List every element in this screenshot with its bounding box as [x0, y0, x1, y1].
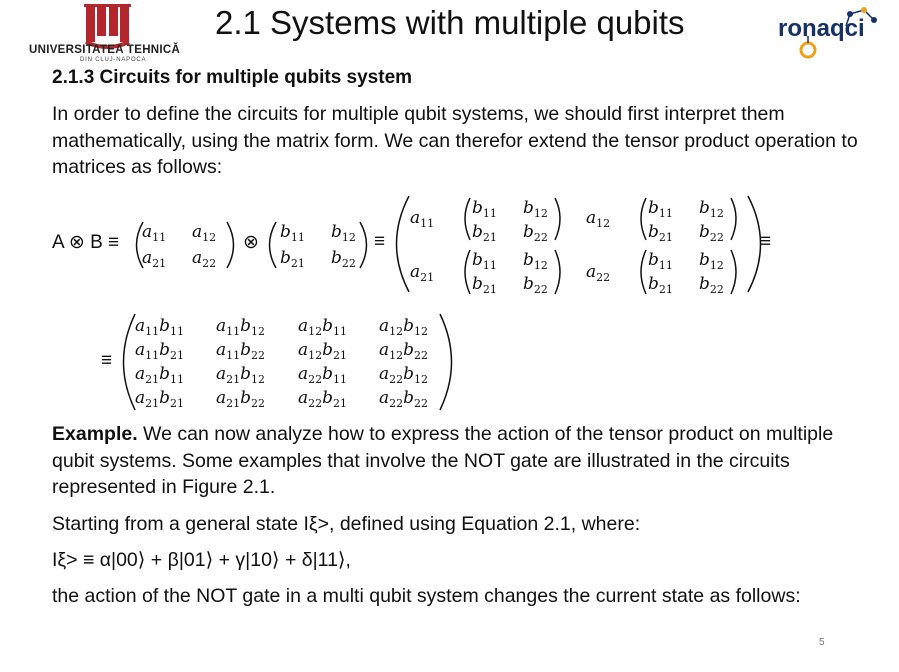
result-r1c4: $a_{12}b_{12}$: [379, 316, 429, 338]
block-a12: $a_{12}$: [586, 208, 611, 230]
result-r4c4: $a_{22}b_{22}$: [379, 388, 429, 410]
example-label: Example.: [52, 423, 138, 445]
block4-b21: $b_{21}$: [648, 274, 673, 296]
result-r4c3: $a_{22}b_{21}$: [298, 388, 348, 410]
section-subtitle: 2.1.3 Circuits for multiple qubits system: [52, 67, 413, 88]
block1-b22: $b_{22}$: [523, 222, 548, 244]
matrix-a-22: $a_{22}$: [192, 248, 217, 270]
result-r3c2: $a_{21}b_{12}$: [216, 364, 266, 386]
block4-b12: $b_{12}$: [699, 250, 724, 272]
block4-b22: $b_{22}$: [699, 274, 724, 296]
result-r3c1: $a_{21}b_{11}$: [135, 364, 185, 386]
result-r4c2: $a_{21}b_{22}$: [216, 388, 266, 410]
tensor-symbol: ⊗: [243, 232, 259, 253]
block3-b21: $b_{21}$: [472, 274, 497, 296]
matrix-b-21: $b_{21}$: [280, 248, 305, 270]
matrix-a-11: $a_{11}$: [142, 222, 167, 244]
block2-b22: $b_{22}$: [699, 222, 724, 244]
block3-b22: $b_{22}$: [523, 274, 548, 296]
result-r1c2: $a_{11}b_{12}$: [216, 316, 266, 338]
state-intro-paragraph: Starting from a general state Iξ>, defined using Equation 2.1, where:: [52, 513, 641, 535]
block-a22: $a_{22}$: [586, 262, 611, 284]
equiv-symbol-2: ≡: [760, 231, 772, 252]
equiv-symbol-3: ≡: [101, 350, 113, 371]
matrix-a-12: $a_{12}$: [192, 222, 217, 244]
block2-b11: $b_{11}$: [648, 198, 673, 220]
ronaqci-wordmark: ronaqci: [778, 15, 865, 42]
matrix-b-22: $b_{22}$: [331, 248, 356, 270]
university-city: DIN CLUJ-NAPOCA: [80, 57, 147, 63]
block3-b11: $b_{11}$: [472, 250, 497, 272]
result-r2c2: $a_{11}b_{22}$: [216, 340, 266, 362]
slide-title: 2.1 Systems with multiple qubits: [215, 4, 685, 41]
result-r3c3: $a_{22}b_{11}$: [298, 364, 348, 386]
block1-b11: $b_{11}$: [472, 198, 497, 220]
example-paragraph: [52, 421, 872, 501]
equiv-symbol-1: ≡: [374, 231, 386, 252]
state-equation: Iξ> ≡ α|00⟩ + β|01⟩ + γ|10⟩ + δ|11⟩,: [52, 549, 351, 571]
result-r3c4: $a_{22}b_{12}$: [379, 364, 429, 386]
block1-b21: $b_{21}$: [472, 222, 497, 244]
not-gate-paragraph: the action of the NOT gate in a multi qubit system changes the current state as follows:: [52, 585, 801, 607]
result-r1c1: $a_{11}b_{11}$: [135, 316, 185, 338]
equation-lhs: A ⊗ B ≡: [52, 232, 120, 253]
block1-b12: $b_{12}$: [523, 198, 548, 220]
block2-b21: $b_{21}$: [648, 222, 673, 244]
university-name: UNIVERSITATEA TEHNICĂ: [29, 44, 181, 56]
matrix-b-12: $b_{12}$: [331, 222, 356, 244]
result-r1c3: $a_{12}b_{11}$: [298, 316, 348, 338]
block3-b12: $b_{12}$: [523, 250, 548, 272]
result-r2c1: $a_{11}b_{21}$: [135, 340, 185, 362]
block-a11: $a_{11}$: [410, 208, 435, 230]
result-r2c4: $a_{12}b_{22}$: [379, 340, 429, 362]
block4-b11: $b_{11}$: [648, 250, 673, 272]
result-r2c3: $a_{12}b_{21}$: [298, 340, 348, 362]
block-a21: $a_{21}$: [410, 262, 435, 284]
result-r4c1: $a_{21}b_{21}$: [135, 388, 185, 410]
intro-paragraph: In order to define the circuits for multiple qubit systems, we should first interpret them mathematically, using the matrix form. We can therefor extend the tensor product operation to matrices as follows:: [52, 103, 858, 178]
page-number: 5: [819, 637, 825, 648]
matrix-b-11: $b_{11}$: [280, 222, 305, 244]
block2-b12: $b_{12}$: [699, 198, 724, 220]
example-text: We can now analyze how to express the action of the tensor product on multiple qubit systems. Some examples that involve the NOT gate are illustrated in the circuits represented in Figure 2.1.: [52, 423, 834, 498]
matrix-a-21: $a_{21}$: [142, 248, 167, 270]
